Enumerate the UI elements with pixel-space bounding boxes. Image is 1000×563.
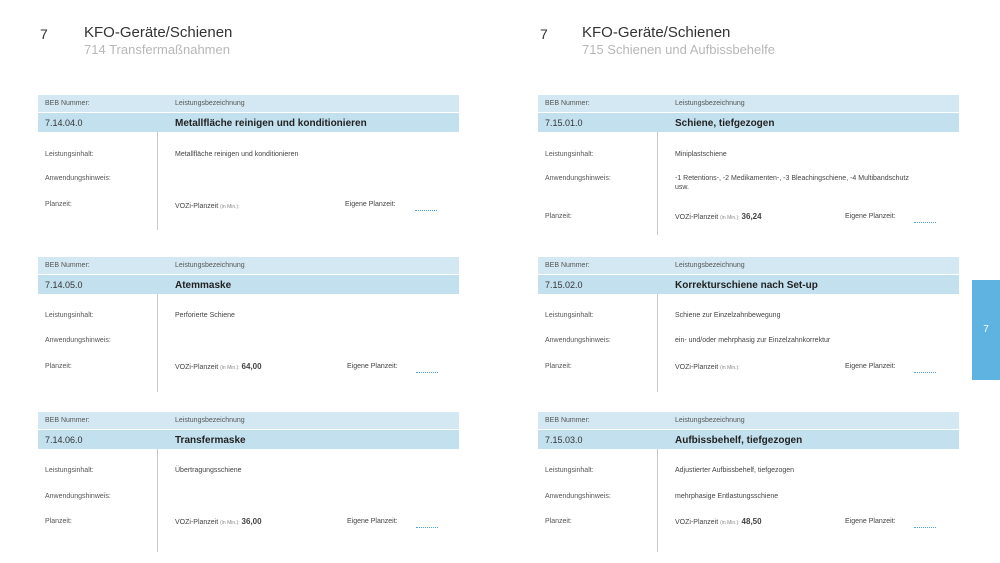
content-value: Schiene zur Einzelzahnbewegung [675, 312, 781, 319]
vozi-planzeit [675, 517, 762, 526]
beb-number-label: BEB Nummer: [45, 100, 90, 107]
chapter-title: KFO-Geräte/Schienen [84, 24, 233, 41]
vozi-value: 48,50 [741, 517, 762, 526]
beb-number: 7.15.01.0 [545, 118, 583, 128]
vozi-planzeit [175, 201, 240, 210]
note-value: mehrphasige Entlastungsschiene [675, 493, 779, 500]
own-planzeit-field[interactable] [416, 527, 438, 528]
content-value: Perforierte Schiene [175, 312, 235, 319]
own-planzeit-label: Eigene Planzeit: [345, 201, 396, 208]
content-value: Metallfläche reinigen und konditionieren [175, 151, 299, 158]
vozi-unit: (in Min.): [220, 365, 240, 371]
chapter-side-tab[interactable]: 7 [972, 280, 1000, 380]
vozi-label: VOZi-Planzeit [675, 519, 719, 526]
vozi-label: VOZi-Planzeit [675, 364, 719, 371]
column-divider [157, 449, 158, 552]
beb-number: 7.15.03.0 [545, 435, 583, 445]
beb-number: 7.14.04.0 [45, 118, 83, 128]
beb-number: 7.14.06.0 [45, 435, 83, 445]
service-title: Transfermaske [175, 435, 246, 446]
service-entry [538, 412, 959, 552]
note-value: ein- und/oder mehrphasig zur Einzelzahnkorrektur [675, 337, 831, 344]
column-divider [157, 132, 158, 230]
vozi-label: VOZi-Planzeit [675, 214, 719, 221]
vozi-planzeit [175, 362, 262, 371]
beb-number-label: BEB Nummer: [545, 100, 590, 107]
beb-number: 7.14.05.0 [45, 280, 83, 290]
beb-number-label: BEB Nummer: [45, 262, 90, 269]
vozi-unit: (in Min.): [720, 215, 740, 221]
note-label: Anwendungshinweis: [545, 493, 611, 500]
service-entry [538, 257, 959, 392]
vozi-value: 36,24 [741, 212, 762, 221]
service-title: Metallfläche reinigen und konditionieren [175, 118, 367, 129]
own-planzeit-label: Eigene Planzeit: [347, 518, 398, 525]
content-label: Leistungsinhalt: [545, 151, 594, 158]
service-label: Leistungsbezeichnung [675, 262, 745, 269]
vozi-label: VOZi-Planzeit [175, 203, 219, 210]
planzeit-label: Planzeit: [545, 518, 572, 525]
chapter-number: 7 [540, 26, 548, 42]
own-planzeit-label: Eigene Planzeit: [845, 213, 896, 220]
note-label: Anwendungshinweis: [545, 337, 611, 344]
column-divider [157, 294, 158, 392]
beb-number: 7.15.02.0 [545, 280, 583, 290]
vozi-value: 64,00 [241, 362, 262, 371]
service-title: Aufbissbehelf, tiefgezogen [675, 435, 803, 446]
header-band [38, 257, 459, 274]
column-divider [657, 294, 658, 392]
own-planzeit-field[interactable] [914, 527, 936, 528]
chapter-number: 7 [40, 26, 48, 42]
note-label: Anwendungshinweis: [545, 175, 611, 182]
title-band [38, 275, 459, 294]
chapter-title: KFO-Geräte/Schienen [582, 24, 731, 41]
service-title: Korrekturschiene nach Set-up [675, 280, 818, 291]
title-band [38, 430, 459, 449]
header-band [38, 95, 459, 112]
section-title: 715 Schienen und Aufbissbehelfe [582, 42, 775, 57]
service-entry [38, 412, 459, 552]
planzeit-label: Planzeit: [545, 363, 572, 370]
service-label: Leistungsbezeichnung [175, 417, 245, 424]
content-label: Leistungsinhalt: [45, 312, 94, 319]
service-entry [38, 95, 459, 230]
header-band [538, 95, 959, 112]
vozi-planzeit [675, 362, 740, 371]
own-planzeit-field[interactable] [416, 372, 438, 373]
content-value: Adjustierter Aufbissbehelf, tiefgezogen [675, 467, 795, 474]
content-label: Leistungsinhalt: [45, 467, 94, 474]
own-planzeit-field[interactable] [914, 222, 936, 223]
vozi-unit: (in Min.): [220, 520, 240, 526]
note-label: Anwendungshinweis: [45, 175, 111, 182]
planzeit-label: Planzeit: [545, 213, 572, 220]
header-band [38, 412, 459, 429]
content-label: Leistungsinhalt: [45, 151, 94, 158]
note-value: -1 Retentions-, -2 Medikamenten-, -3 Bleachingschiene, -4 Multibandschutz usw. [675, 175, 909, 191]
vozi-unit: (in Min.): [220, 204, 240, 210]
header-band [538, 257, 959, 274]
vozi-value: 36,00 [241, 517, 262, 526]
vozi-planzeit [175, 517, 262, 526]
service-label: Leistungsbezeichnung [675, 417, 745, 424]
planzeit-label: Planzeit: [45, 518, 72, 525]
vozi-unit: (in Min.): [720, 520, 740, 526]
own-planzeit-field[interactable] [415, 210, 437, 211]
service-label: Leistungsbezeichnung [175, 100, 245, 107]
vozi-label: VOZi-Planzeit [175, 364, 219, 371]
service-label: Leistungsbezeichnung [675, 100, 745, 107]
content-value: Miniplastschiene [675, 151, 727, 158]
own-planzeit-label: Eigene Planzeit: [845, 518, 896, 525]
content-label: Leistungsinhalt: [545, 312, 594, 319]
note-label: Anwendungshinweis: [45, 337, 111, 344]
column-divider [657, 449, 658, 552]
service-title: Schiene, tiefgezogen [675, 118, 775, 129]
own-planzeit-field[interactable] [914, 372, 936, 373]
service-title: Atemmaske [175, 280, 232, 291]
beb-number-label: BEB Nummer: [545, 262, 590, 269]
vozi-label: VOZi-Planzeit [175, 519, 219, 526]
own-planzeit-label: Eigene Planzeit: [845, 363, 896, 370]
header-band [538, 412, 959, 429]
content-value: Übertragungsschiene [175, 467, 242, 474]
service-entry [38, 257, 459, 392]
planzeit-label: Planzeit: [45, 201, 72, 208]
note-label: Anwendungshinweis: [45, 493, 111, 500]
right-page [500, 0, 1000, 563]
column-divider [657, 132, 658, 235]
planzeit-label: Planzeit: [45, 363, 72, 370]
beb-number-label: BEB Nummer: [45, 417, 90, 424]
vozi-unit: (in Min.): [720, 365, 740, 371]
beb-number-label: BEB Nummer: [545, 417, 590, 424]
service-entry [538, 95, 959, 235]
vozi-planzeit [675, 212, 762, 221]
own-planzeit-label: Eigene Planzeit: [347, 363, 398, 370]
service-label: Leistungsbezeichnung [175, 262, 245, 269]
section-title: 714 Transfermaßnahmen [84, 42, 230, 57]
content-label: Leistungsinhalt: [545, 467, 594, 474]
